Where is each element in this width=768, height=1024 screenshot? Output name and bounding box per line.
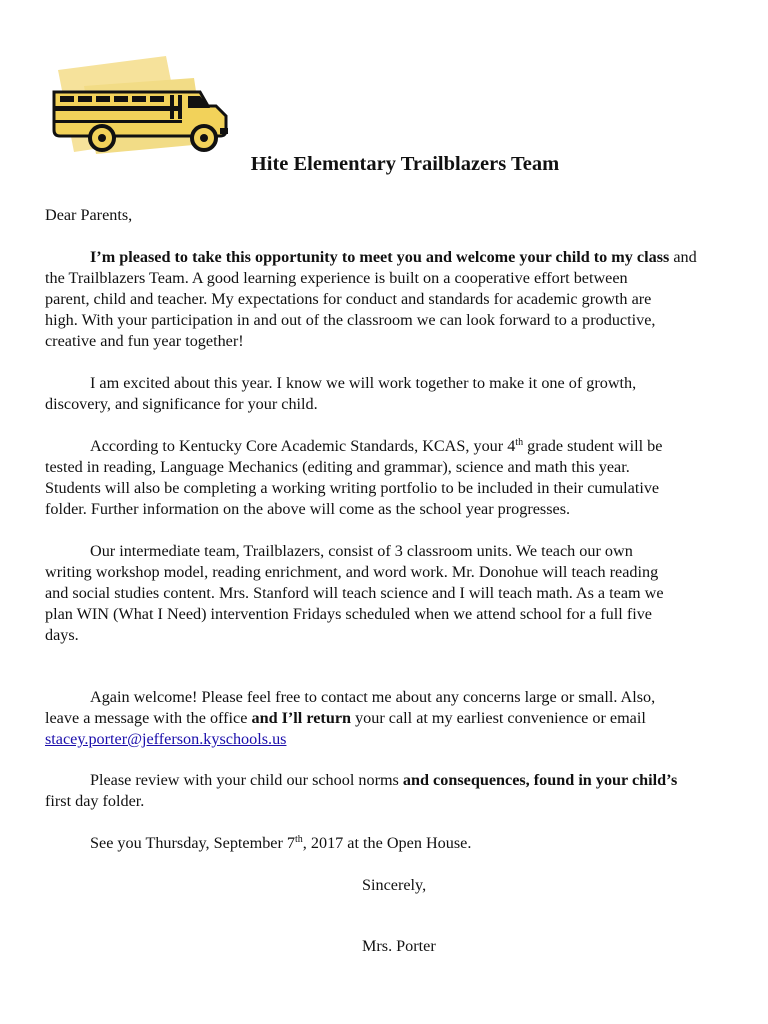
- document-title: Hite Elementary Trailblazers Team: [250, 153, 560, 175]
- salutation: Dear Parents,: [45, 206, 133, 224]
- paragraph-1-line-3: parent, child and teacher. My expectations for conduct and standards for academic growth are: [45, 290, 652, 308]
- consequences-bold-text: and consequences, found in your child’s: [402, 771, 678, 789]
- office-text-end: your call at my earliest convenience or email: [351, 709, 646, 727]
- paragraph-5-line-1: Again welcome! Please feel free to contact me about any concerns large or small. Also,: [90, 688, 656, 706]
- welcome-bold-text: I’m pleased to take this opportunity to meet you and welcome your child to my class: [90, 248, 670, 266]
- kcas-text-end: grade student will be: [523, 437, 663, 455]
- date-ordinal-suffix: th: [295, 834, 303, 845]
- paragraph-1-line-1: [90, 248, 697, 267]
- paragraph-4-line-1: Our intermediate team, Trailblazers, consist of 3 classroom units. We teach our own: [90, 542, 633, 560]
- paragraph-2-line-2: discovery, and significance for your child.: [45, 395, 318, 413]
- paragraph-4-line-2: writing workshop model, reading enrichment, and word work. Mr. Donohue will teach reading: [45, 563, 659, 581]
- paragraph-4-line-3: and social studies content. Mrs. Stanford will teach science and I will teach math. As a team we: [45, 584, 664, 602]
- paragraph-4-line-4: plan WIN (What I Need) intervention Fridays scheduled when we attend school for a full five: [45, 605, 652, 623]
- kcas-text: According to Kentucky Core Academic Standards, KCAS, your 4: [90, 437, 516, 455]
- paragraph-4-line-5: days.: [45, 626, 79, 644]
- paragraph-3-line-3: Students will also be completing a working writing portfolio to be included in their cumulative: [45, 479, 660, 497]
- paragraph-6-line-1: [90, 771, 677, 790]
- signature: Mrs. Porter: [362, 937, 436, 955]
- closing: Sincerely,: [362, 876, 427, 894]
- school-bus-icon: [44, 42, 234, 162]
- paragraph-5-line-2: [45, 709, 646, 728]
- email-link[interactable]: stacey.porter@jefferson.kyschools.us: [45, 730, 287, 748]
- return-bold-text: and I’ll return: [251, 709, 352, 727]
- ordinal-suffix: th: [515, 437, 524, 448]
- paragraph-3-line-1: [90, 437, 662, 456]
- paragraph-1-line-5: creative and fun year together!: [45, 332, 244, 350]
- paragraph-1-line-2: the Trailblazers Team. A good learning experience is built on a cooperative effort between: [45, 269, 628, 287]
- paragraph-1-line-4: high. With your participation in and out of the classroom we can look forward to a productive,: [45, 311, 656, 329]
- norms-text: Please review with your child our school norms: [90, 771, 403, 789]
- open-house-line: [90, 834, 471, 853]
- open-house-text-end: , 2017 at the Open House.: [302, 834, 472, 852]
- paragraph-3-line-4: folder. Further information on the above will come as the school year progresses.: [45, 500, 571, 518]
- paragraph-2-line-1: I am excited about this year. I know we will work together to make it one of growth,: [90, 374, 637, 392]
- paragraph-6-line-2: first day folder.: [45, 792, 145, 810]
- email-line: [45, 730, 286, 749]
- paragraph-1-line-1-rest: and: [669, 248, 697, 266]
- open-house-text: See you Thursday, September 7: [90, 834, 295, 852]
- office-text: leave a message with the office: [45, 709, 252, 727]
- paragraph-3-line-2: tested in reading, Language Mechanics (editing and grammar), science and math this year.: [45, 458, 630, 476]
